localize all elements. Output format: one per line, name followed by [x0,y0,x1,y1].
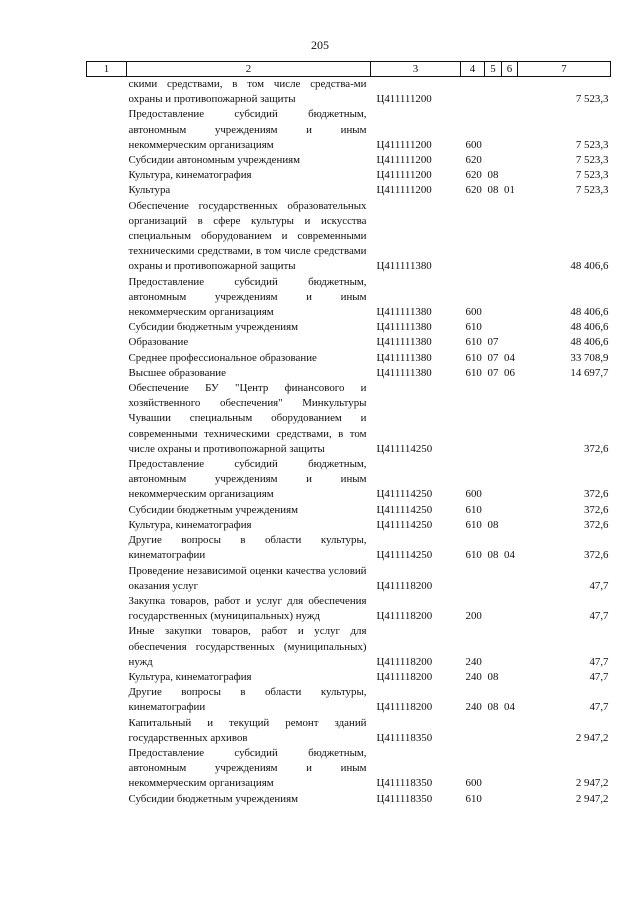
table-row [87,351,611,366]
column-header-7: 7 [518,62,611,77]
table-row [87,168,611,183]
subsection-cell: 01 [504,184,515,197]
expense-type-cell: 620 [465,184,482,197]
column-header-4: 4 [461,62,485,77]
target-article-cell: Ц411114250 [376,488,433,501]
table-row [87,685,611,715]
expense-name-cell: Капитальный и текущий ремонт зданий государственных архивов [128,716,367,744]
subsection-cell [502,320,518,335]
expense-type-cell: 600 [465,777,482,790]
expense-name-cell: Другие вопросы в области культуры, кинематографии [128,686,367,714]
header-row [87,62,611,77]
row-number-cell [87,275,127,321]
amount-cell: 372,6 [583,503,609,516]
amount-cell: 2 947,2 [575,792,609,805]
subsection-cell [502,199,518,275]
amount-cell: 7 523,3 [575,184,609,197]
expense-name-cell: Субсидии бюджетным учреждениям [128,503,298,516]
table-row [87,275,611,321]
subsection-cell: 06 [504,366,515,379]
row-number-cell [87,77,127,108]
row-number-cell [87,381,127,457]
section-cell [485,594,502,624]
row-number-cell [87,564,127,594]
section-cell [485,320,502,335]
target-article-cell: Ц411111200 [376,169,432,182]
amount-cell: 47,7 [589,579,609,592]
amount-cell: 48 406,6 [570,306,609,319]
subsection-cell [502,335,518,350]
table-body [87,77,611,807]
amount-cell: 7 523,3 [575,138,609,151]
row-number-cell [87,533,127,563]
column-header-3: 3 [371,62,461,77]
row-number-cell [87,746,127,792]
expense-name-cell: Закупка товаров, работ и услуг для обеспечения государственных (муниципальных) нужд [128,594,367,623]
amount-cell: 14 697,7 [570,366,609,379]
row-number-cell [87,685,127,715]
expense-type-cell: 600 [465,488,482,501]
subsection-cell: 04 [504,549,515,562]
expense-type-cell [461,564,485,594]
row-number-cell [87,624,127,670]
target-article-cell: Ц411114250 [376,442,433,455]
amount-cell: 7 523,3 [575,169,609,182]
amount-cell: 47,7 [589,655,609,668]
target-article-cell: Ц411114250 [376,503,433,516]
row-number-cell [87,351,127,366]
section-cell: 08 [487,549,499,562]
expense-type-cell: 610 [465,503,482,516]
subsection-cell: 04 [504,351,515,364]
section-cell [485,624,502,670]
target-article-cell: Ц411118350 [376,792,433,805]
row-number-cell [87,792,127,807]
expense-name-cell: Предоставление субсидий бюджетным, автономным учреждениям и иным некоммерческим организациям [128,746,367,790]
expense-name-cell: Образование [128,336,189,349]
expense-name-cell: Предоставление субсидий бюджетным, автономным учреждениям и иным некоммерческим организациям [128,458,367,501]
table-row [87,518,611,533]
amount-cell: 48 406,6 [570,260,609,273]
expense-type-cell: 610 [465,792,482,805]
table-header [87,62,611,77]
section-cell: 08 [487,184,499,197]
expense-name-cell: Обеспечение государственных образовательных организаций в сфере культуры и искусства специальным оборудованием и современными техническими средствами, в том числе средствами охраны и противопожарной защиты [128,199,367,273]
section-cell [485,381,502,457]
section-cell [485,275,502,321]
target-article-cell: Ц411111200 [376,93,432,106]
section-cell [485,564,502,594]
section-cell [485,503,502,518]
row-number-cell [87,594,127,624]
target-article-cell: Ц411111380 [376,351,432,364]
expense-type-cell: 240 [465,655,482,668]
table-row [87,716,611,746]
target-article-cell: Ц411118200 [376,579,433,592]
table-row [87,107,611,153]
section-cell [485,792,502,807]
subsection-cell [502,153,518,168]
table-row [87,533,611,563]
table-row [87,670,611,685]
amount-cell: 47,7 [589,670,609,683]
table-row [87,594,611,624]
expense-type-cell: 600 [465,138,482,151]
section-cell: 08 [487,518,499,531]
expense-name-cell: Предоставление субсидий бюджетным, автономным учреждениям и иным некоммерческим организациям [128,275,367,319]
target-article-cell: Ц411118200 [376,655,433,668]
table-row [87,746,611,792]
expense-name-cell: Культура, кинематография [128,518,252,531]
subsection-cell [502,457,518,503]
subsection-cell [502,594,518,624]
amount-cell: 33 708,9 [570,351,609,364]
amount-cell: 7 523,3 [575,93,609,106]
subsection-cell [502,107,518,153]
section-cell: 07 [487,366,499,379]
target-article-cell: Ц411114250 [376,549,433,562]
subsection-cell [502,275,518,321]
expense-type-cell: 610 [465,321,482,334]
expense-type-cell: 240 [465,701,482,714]
section-cell [485,153,502,168]
table-row [87,335,611,350]
amount-cell: 2 947,2 [575,777,609,790]
expense-name-cell: скими средствами, в том числе средства-ми охраны и противопожарной защиты [128,78,367,106]
subsection-cell [502,792,518,807]
row-number-cell [87,457,127,503]
amount-cell: 372,6 [583,442,609,455]
table-row [87,77,611,108]
expense-name-cell: Другие вопросы в области культуры, кинематографии [128,534,367,562]
expense-name-cell: Высшее образование [128,366,226,379]
row-number-cell [87,503,127,518]
column-header-1: 1 [87,62,127,77]
amount-cell: 372,6 [583,488,609,501]
target-article-cell: Ц411118350 [376,777,433,790]
row-number-cell [87,716,127,746]
target-article-cell: Ц411118350 [376,731,433,744]
table-row [87,199,611,275]
section-cell [485,199,502,275]
subsection-cell [502,670,518,685]
expense-type-cell: 610 [465,366,482,379]
amount-cell: 48 406,6 [570,336,609,349]
amount-cell: 48 406,6 [570,321,609,334]
row-number-cell [87,518,127,533]
amount-cell: 372,6 [583,518,609,531]
column-header-6: 6 [502,62,518,77]
amount-cell: 47,7 [589,610,609,623]
row-number-cell [87,199,127,275]
expense-type-cell [461,77,485,108]
row-number-cell [87,168,127,183]
section-cell: 08 [487,169,499,182]
row-number-cell [87,320,127,335]
target-article-cell: Ц411111200 [376,184,432,197]
expense-type-cell: 620 [465,169,482,182]
expense-name-cell: Культура, кинематография [128,169,252,182]
subsection-cell [502,746,518,792]
table-row [87,366,611,381]
row-number-cell [87,183,127,198]
page-number: 205 [311,38,329,52]
section-cell [485,107,502,153]
subsection-cell [502,381,518,457]
amount-cell: 372,6 [583,549,609,562]
section-cell: 07 [487,351,499,364]
amount-cell: 47,7 [589,701,609,714]
target-article-cell: Ц411111380 [376,321,432,334]
expense-name-cell: Культура, кинематография [128,670,252,683]
subsection-cell: 04 [504,701,515,714]
expense-name-cell: Субсидии автономным учреждениям [128,154,301,167]
expense-name-cell: Проведение независимой оценки качества условий оказания услуг [128,564,367,592]
table-row [87,153,611,168]
table-row [87,792,611,807]
table-row [87,503,611,518]
subsection-cell [502,518,518,533]
table-row [87,624,611,670]
table-row [87,381,611,457]
expense-type-cell: 240 [465,670,482,683]
subsection-cell [502,564,518,594]
amount-cell: 2 947,2 [575,731,609,744]
column-header-2: 2 [127,62,371,77]
section-cell: 08 [487,701,499,714]
table-row [87,457,611,503]
expense-name-cell: Обеспечение БУ "Центр финансового и хозяйственного обеспечения" Минкультуры Чувашии специальным оборудованием и современными техническими средствами, в том числе охраны и противопожарной защиты [128,382,367,455]
subsection-cell [502,503,518,518]
expense-name-cell: Среднее профессиональное образование [128,351,317,364]
expense-name-cell: Субсидии бюджетным учреждениям [128,792,298,805]
row-number-cell [87,107,127,153]
table-row [87,183,611,198]
section-cell: 07 [487,336,499,349]
section-cell [485,457,502,503]
target-article-cell: Ц411111380 [376,366,432,379]
expense-type-cell: 600 [465,306,482,319]
row-number-cell [87,366,127,381]
section-cell [485,716,502,746]
amount-cell: 7 523,3 [575,154,609,167]
expense-type-cell: 610 [465,518,482,531]
expense-name-cell: Предоставление субсидий бюджетным, автономным учреждениям и иным некоммерческим организациям [128,108,367,151]
budget-table [86,61,611,807]
target-article-cell: Ц411114250 [376,518,433,531]
target-article-cell: Ц411111380 [376,336,432,349]
table-row [87,320,611,335]
section-cell: 08 [487,670,499,683]
expense-type-cell: 620 [465,154,482,167]
subsection-cell [502,168,518,183]
target-article-cell: Ц411111380 [376,306,432,319]
section-cell [485,746,502,792]
expense-type-cell [461,381,485,457]
target-article-cell: Ц411118200 [376,701,433,714]
target-article-cell: Ц411118200 [376,670,433,683]
expense-type-cell [461,199,485,275]
column-header-5: 5 [485,62,502,77]
subsection-cell [502,77,518,108]
expense-name-cell: Культура [128,184,171,197]
row-number-cell [87,670,127,685]
table-row [87,564,611,594]
row-number-cell [87,335,127,350]
expense-type-cell: 610 [465,351,482,364]
expense-type-cell [461,716,485,746]
expense-type-cell: 610 [465,549,482,562]
subsection-cell [502,716,518,746]
subsection-cell [502,624,518,670]
target-article-cell: Ц411111200 [376,154,432,167]
target-article-cell: Ц411111200 [376,138,432,151]
target-article-cell: Ц411118200 [376,610,433,623]
expense-name-cell: Иные закупки товаров, работ и услуг для обеспечения государственных (муниципальных) нужд [128,625,367,668]
expense-type-cell: 610 [465,336,482,349]
expense-type-cell: 200 [465,610,482,623]
row-number-cell [87,153,127,168]
expense-name-cell: Субсидии бюджетным учреждениям [128,321,298,334]
section-cell [485,77,502,108]
target-article-cell: Ц411111380 [376,260,432,273]
